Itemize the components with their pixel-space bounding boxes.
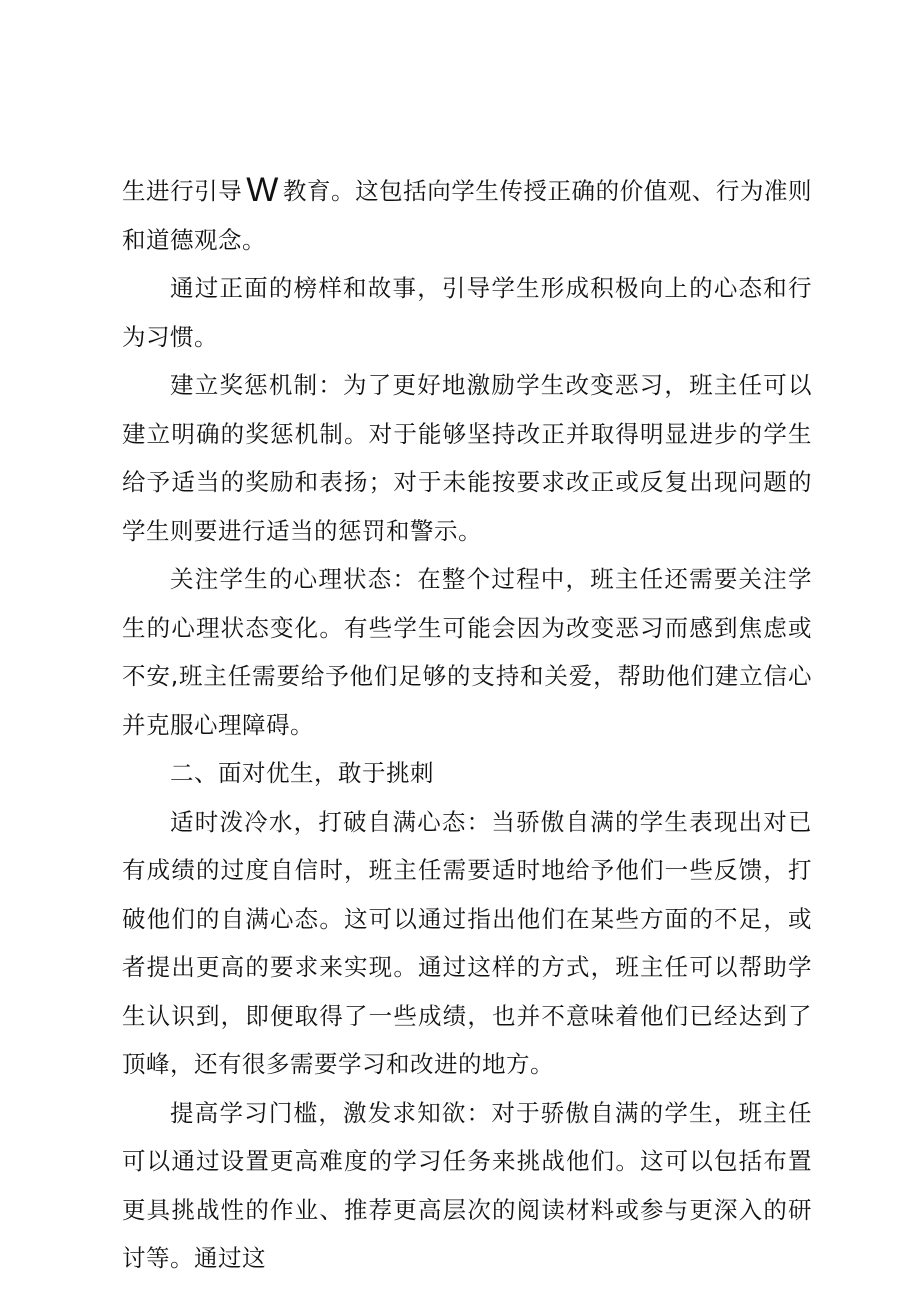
- stray-letter-mark: W: [246, 171, 279, 209]
- paragraph-psychological-state: 关注学生的心理状态：在整个过程中，班主任还需要关注学生的心理状态变化。有些学生可能会因为改变恶习而感到焦虑或不安,班主任需要给予他们足够的支持和关爱，帮助他们建立信心并克服心理障碍。: [122, 565, 812, 739]
- paragraph-raise-threshold: 提高学习门槛，激发求知欲：对于骄傲自满的学生，班主任可以通过设置更高难度的学习任务来挑战他们。这可以包括布置更具挑战性的作业、推荐更高层次的阅读材料或参与更深入的研讨等。通过这: [122, 1098, 812, 1272]
- paragraph-moral-education: [122, 167, 812, 264]
- section-heading: 二、面对优生，敢于挑刺: [170, 759, 434, 787]
- paragraph-cold-water: 适时泼冷水，打破自满心态：当骄傲自满的学生表现出对已有成绩的过度自信时，班主任需要适时地给予他们一些反馈，打破他们的自满心态。这可以通过指出他们在某些方面的不足，或者提出更高的要求来实现。通过这样的方式，班主任可以帮助学生认识到，即便取得了一些成绩，也并不意味着他们已经达到了顶峰，还有很多需要学习和改进的地方。: [122, 807, 812, 1078]
- paragraph-reward-punishment: 建立奖惩机制：为了更好地激励学生改变恶习，班主任可以建立明确的奖惩机制。对于能够坚持改正并取得明显进步的学生给予适当的奖励和表扬；对于未能按要求改正或反复出现问题的学生则要进行适当的惩罚和警示。: [122, 371, 812, 545]
- document-body: [122, 167, 812, 1283]
- paragraph-text-start: 生进行引导: [122, 177, 243, 205]
- paragraph-text-end: 教育。这包括向学生传授正确的价值观、行为准则和道德观念。: [122, 177, 813, 254]
- paragraph-role-models: 通过正面的榜样和故事，引导学生形成积极向上的心态和行为习惯。: [122, 274, 812, 351]
